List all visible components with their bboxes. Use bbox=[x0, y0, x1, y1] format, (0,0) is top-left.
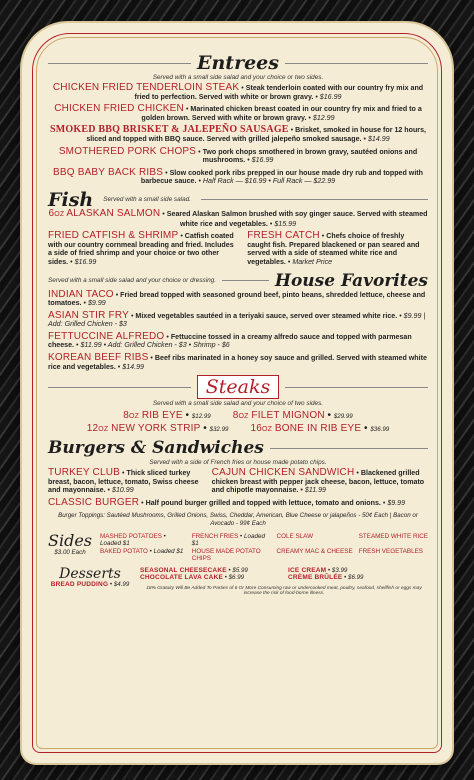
divider bbox=[201, 199, 428, 200]
burgers-columns bbox=[48, 469, 428, 499]
house-header bbox=[48, 271, 428, 291]
item-name: KOREAN BEEF RIBS bbox=[48, 352, 149, 364]
item-name: FRESH CATCH bbox=[247, 230, 320, 242]
menu-item: SMOKED BBQ BRISKET & JALEPEÑO SAUSAGE • Brisket, smoked in house for 12 hours, sliced and topped with BBQ sauce. Served with grilled jalepeño smoked sausage. • $14.99 bbox=[50, 124, 426, 143]
sides-section bbox=[48, 530, 428, 563]
steak-item: 8OZ RIB EYE • $12.99 bbox=[123, 410, 211, 422]
item-price: $12.99 bbox=[312, 113, 335, 122]
steak-name: NEW YORK STRIP bbox=[111, 423, 201, 435]
burgers-subtitle: Served with a side of French fries or house made potato chips. bbox=[149, 459, 327, 467]
steaks-header bbox=[48, 375, 428, 399]
sides-header bbox=[48, 530, 92, 556]
burger-addons: Burger Toppings: Sautéed Mushrooms, Grilled Onions, Swiss, Cheddar, American, Blue Cheese or jalapeños - 50¢ Each | Bacon or Avocado - 99¢ Each bbox=[58, 511, 418, 528]
menu-item: CHICKEN FRIED TENDERLOIN STEAK • Steak tenderloin coated with our country fry mix and fried to perfection. Served with white or brown gravy. • $16.99 bbox=[52, 82, 424, 101]
item-desc: Marinated chicken breast coated in our country fry mix and fried to a golden brown. Served with white or brown gravy. bbox=[141, 105, 422, 122]
dessert-name: BREAD PUDDING bbox=[50, 580, 109, 588]
side-item bbox=[359, 548, 428, 563]
side-item: FRENCH FRIES • Loaded $1 bbox=[191, 532, 266, 548]
menu-item: ASIAN STIR FRY • Mixed vegetables sautéed in a teriyaki sauce, served over steamed white rice. • $9.99 | Add: Grilled Chicken - $3 bbox=[48, 309, 426, 329]
fish-header bbox=[48, 190, 428, 210]
side-name: HOUSE MADE POTATO CHIPS bbox=[191, 547, 261, 563]
item-desc: Steak tenderloin coated with our country fry mix and fried to perfection. Served with white or brown gravy. bbox=[134, 84, 424, 101]
item-price: $14.99 bbox=[367, 134, 390, 143]
item-desc: Beef ribs marinated in a honey soy sauce and grilled. Served with steamed white rice and vegetables. bbox=[48, 354, 427, 371]
item-desc: Fettuccine tossed in a creamy alfredo sauce and topped with parmesan cheese. bbox=[48, 332, 412, 350]
steak-oz: 8 bbox=[232, 410, 239, 422]
steak-name: RIB EYE bbox=[141, 410, 183, 422]
item-desc: Chefs choice of freshly caught fish. Prepared blackened or pan seared and served with a side of steamed white rice and vegetables. bbox=[247, 232, 420, 266]
fish-columns bbox=[48, 232, 428, 270]
house-title: House Favorites bbox=[274, 270, 428, 291]
sides-grid bbox=[100, 533, 428, 563]
menu-item: CLASSIC BURGER • Half pound burger grilled and topped with lettuce, tomato and onions. • $9.99 bbox=[48, 497, 406, 509]
item-name: SMOTHERED PORK CHOPS bbox=[58, 145, 197, 157]
menu-item: INDIAN TACO • Fried bread topped with seasoned ground beef, pinto beans, shredded lettuce, cheese and tomatoes. • $9.99 bbox=[48, 288, 426, 308]
item-desc: Slow cooked pork ribs prepped in our house made dry rub and topped with barbecue sauce. bbox=[140, 168, 423, 186]
item-price: $11.99 • Add: Grilled Chicken - $3 • Shrimp - $6 bbox=[80, 341, 230, 350]
burgers-section bbox=[48, 438, 428, 529]
side-name: CREAMY MAC & CHEESE bbox=[276, 547, 353, 555]
side-note: Loaded $1 bbox=[191, 532, 266, 548]
item-desc: Two pork chops smothered in brown gravy, sautéed onions and mushrooms. bbox=[202, 147, 418, 165]
fish-subtitle: Served with a small side salad. bbox=[103, 196, 191, 204]
sides-price: $3.00 Each bbox=[54, 548, 86, 556]
item-name: BBQ BABY BACK RIBS bbox=[53, 166, 164, 178]
side-name: MASHED POTATOES bbox=[100, 532, 162, 540]
fish-section bbox=[48, 190, 428, 271]
item-price: Half Rack — $16.99 • Full Rack — $22.99 bbox=[202, 177, 336, 186]
steak-item: 8OZ FILET MIGNON • $29.99 bbox=[232, 410, 353, 422]
item-price: Market Price bbox=[292, 257, 333, 266]
side-item bbox=[277, 533, 353, 548]
item-price: $16.99 bbox=[74, 257, 97, 266]
divider bbox=[222, 280, 269, 281]
menu-item: CAJUN CHICKEN SANDWICH • Blackened grilled chicken breast with pepper jack cheese, bacon, lettuce, tomato and chipotle mayonnaise. • $11.99 bbox=[211, 467, 425, 495]
desserts-right bbox=[140, 567, 428, 602]
dessert-price: $5.99 bbox=[232, 566, 248, 574]
entrees-header bbox=[48, 53, 428, 73]
item-name: CLASSIC BURGER bbox=[48, 497, 140, 509]
item-oz-label: OZ bbox=[54, 210, 65, 218]
item-desc: Half pound burger grilled and topped with lettuce, tomato and onions. bbox=[145, 499, 381, 508]
fish-title: Fish bbox=[48, 188, 94, 211]
steak-name: BONE IN RIB EYE bbox=[274, 423, 362, 435]
side-name: FRENCH FRIES bbox=[191, 532, 239, 540]
steak-row bbox=[48, 423, 428, 434]
item-name: TURKEY CLUB bbox=[48, 467, 121, 479]
steaks-subtitle: Served with a small side salad and your choice of two sides. bbox=[152, 400, 324, 408]
item-price: $9.99 bbox=[387, 499, 406, 508]
menu-item: FETTUCCINE ALFREDO • Fettuccine tossed in a creamy alfredo sauce and topped with parmesan cheese. • $11.99 • Add: Grilled Chicken - $3 • Shrimp - $6 bbox=[48, 330, 412, 350]
item-price: $11.99 bbox=[304, 486, 326, 495]
item-price: $16.99 bbox=[251, 156, 274, 165]
item-name: FRIED CATFISH & SHRIMP bbox=[48, 230, 179, 242]
item-desc: Catfish coated with our country cornmeal breading and fried. Includes a side of fried shrimp and your choice or two other sides. bbox=[48, 232, 234, 266]
steak-price: $32.99 bbox=[209, 426, 229, 434]
burgers-header bbox=[48, 438, 428, 458]
item-price: $9.99 bbox=[87, 299, 106, 308]
side-note: Loaded $1 bbox=[100, 540, 130, 548]
dessert-item: BREAD PUDDING • $4.99 bbox=[50, 580, 130, 588]
desserts-left bbox=[48, 567, 132, 588]
house-subtitle: Served with a small side salad and your choice or dressing. bbox=[48, 277, 217, 284]
entrees-title: Entrees bbox=[197, 52, 279, 74]
menu-item: KOREAN BEEF RIBS • Beef ribs marinated in a honey soy sauce and grilled. Served with steamed white rice and vegetables. • $14.99 bbox=[48, 352, 427, 371]
menu-item: 6OZ ALASKAN SALMON • Seared Alaskan Salmon brushed with soy ginger sauce. Served with steamed white rice and vegetables. • $15.99 bbox=[48, 207, 428, 228]
steak-price: $12.99 bbox=[191, 413, 211, 421]
dessert-price: $6.99 bbox=[228, 573, 245, 581]
divider bbox=[48, 63, 191, 64]
item-price: $10.99 bbox=[112, 486, 134, 495]
menu-item: SMOTHERED PORK CHOPS • Two pork chops smothered in brown gravy, sautéed onions and mushrooms. • $16.99 bbox=[58, 145, 418, 165]
item-price: $16.99 bbox=[319, 92, 342, 101]
divider bbox=[285, 387, 428, 388]
side-item bbox=[359, 533, 428, 548]
item-name: FETTUCCINE ALFREDO bbox=[48, 330, 165, 342]
house-section bbox=[48, 271, 428, 372]
item-price: $14.99 bbox=[122, 362, 144, 371]
dessert-item: ICE CREAM • $3.99 bbox=[288, 566, 348, 574]
burgers-title: Burgers & Sandwiches bbox=[48, 438, 264, 459]
side-item: MASHED POTATOES • Loaded $1 bbox=[100, 532, 166, 548]
divider bbox=[285, 63, 428, 64]
dessert-price: $3.99 bbox=[331, 566, 348, 574]
side-name: BAKED POTATO bbox=[100, 547, 148, 555]
steak-oz: 8 bbox=[123, 410, 129, 422]
item-name: CHICKEN FRIED TENDERLOIN STEAK bbox=[52, 82, 240, 93]
item-desc: Fried bread topped with seasoned ground beef, pinto beans, shredded lettuce, cheese and tomatoes. bbox=[48, 290, 426, 308]
steak-price: $29.99 bbox=[333, 413, 353, 421]
menu-item: CHICKEN FRIED CHICKEN • Marinated chicken breast coated in our country fry mix and fried to a golden brown. Served with white or brown gravy. • $12.99 bbox=[54, 103, 422, 122]
side-item: BAKED POTATO • Loaded $1 bbox=[100, 547, 184, 555]
dessert-item: SEASONAL CHEESECAKE • $5.99 bbox=[140, 566, 248, 574]
steaks-title: Steaks bbox=[197, 375, 280, 399]
menu-item: BBQ BABY BACK RIBS • Slow cooked pork ribs prepped in our house made dry rub and topped with barbecue sauce. • Half Rack — $16.99 • Full Rack — $22.99 bbox=[53, 166, 423, 186]
gratuity-note: 18% Gratuity Will Be Added To Parties of 6 Or More Consuming raw or undercooked meat, poultry, seafood, shellfish or eggs may increase the risk of food-borne illness. bbox=[146, 585, 422, 597]
dessert-item: CRÈME BRÛLÉE • $6.99 bbox=[288, 573, 364, 581]
item-desc: Seared Alaskan Salmon brushed with soy ginger sauce. Served with steamed white rice and vegetables. bbox=[166, 209, 428, 228]
desserts-grid bbox=[140, 567, 428, 581]
item-name: ALASKAN SALMON bbox=[66, 207, 161, 219]
side-note: Loaded $1 bbox=[153, 547, 184, 555]
item-price: $15.99 bbox=[274, 219, 297, 228]
side-name: FRESH VEGETABLES bbox=[358, 547, 423, 555]
side-item bbox=[192, 548, 271, 563]
item-desc: Blackened grilled chicken breast with pepper jack cheese, bacon, lettuce, tomato and chipotle mayonnaise. bbox=[211, 469, 425, 495]
entrees-section bbox=[48, 53, 428, 186]
steak-oz-label: OZ bbox=[98, 426, 109, 434]
sides-title: Sides bbox=[48, 530, 92, 550]
item-desc: Mixed vegetables sautéed in a teriyaki sauce, served over steamed white rice. bbox=[135, 311, 398, 320]
steak-oz: 12 bbox=[86, 423, 99, 435]
item-name: CAJUN CHICKEN SANDWICH bbox=[211, 467, 355, 479]
divider bbox=[270, 448, 428, 449]
item-name: INDIAN TACO bbox=[48, 288, 114, 300]
item-desc: Thick sliced turkey breast, bacon, lettuce, tomato, Swiss cheese and mayonnaise. bbox=[48, 469, 199, 495]
divider bbox=[48, 387, 191, 388]
item-oz: 6 bbox=[48, 207, 55, 219]
item-name: SMOKED BBQ BRISKET & JALEPEÑO SAUSAGE bbox=[50, 124, 289, 136]
menu-card bbox=[22, 23, 452, 763]
menu-item: FRESH CATCH • Chefs choice of freshly caught fish. Prepared blackened or pan seared and served with a side of steamed white rice and vegetables. • Market Price bbox=[247, 230, 420, 266]
side-name: COLE SLAW bbox=[276, 532, 314, 540]
item-desc: Brisket, smoked in house for 12 hours, sliced and topped with BBQ sauce. Served with grilled jalepeño smoked sausage. bbox=[86, 126, 426, 143]
steak-oz-label: OZ bbox=[262, 426, 273, 434]
item-price: $9.99 | Add: Grilled Chicken - $3 bbox=[48, 311, 426, 329]
item-name: CHICKEN FRIED CHICKEN bbox=[54, 103, 184, 115]
steak-item: 12OZ NEW YORK STRIP • $32.99 bbox=[86, 423, 229, 435]
dessert-price: $4.99 bbox=[113, 580, 130, 588]
steak-oz-label: OZ bbox=[238, 413, 249, 421]
steak-price: $36.99 bbox=[370, 426, 390, 434]
dessert-name: CHOCOLATE LAVA CAKE bbox=[140, 573, 223, 581]
steak-oz: 16 bbox=[250, 423, 262, 435]
dessert-item: CHOCOLATE LAVA CAKE • $6.99 bbox=[140, 573, 245, 581]
steaks-section bbox=[48, 375, 428, 434]
side-name: STEAMED WHITE RICE bbox=[358, 532, 428, 540]
steak-name: FILET MIGNON bbox=[251, 410, 325, 422]
menu-content bbox=[48, 53, 428, 602]
dessert-price: $6.99 bbox=[348, 573, 364, 581]
dessert-name: ICE CREAM bbox=[288, 566, 327, 574]
menu-item: FRIED CATFISH & SHRIMP • Catfish coated with our country cornmeal breading and fried. Includes a side of fried shrimp and your choice or two other sides. • $16.99 bbox=[48, 230, 234, 266]
entrees-subtitle: Served with a small side salad and your choice or two sides. bbox=[152, 74, 324, 81]
steak-oz-label: OZ bbox=[128, 413, 140, 421]
desserts-title: Desserts bbox=[59, 565, 121, 582]
item-name: ASIAN STIR FRY bbox=[48, 309, 129, 321]
side-item bbox=[277, 548, 353, 563]
dessert-name: CRÈME BRÛLÉE bbox=[288, 573, 343, 581]
steak-row bbox=[48, 410, 428, 421]
steak-item: 16OZ BONE IN RIB EYE • $36.99 bbox=[250, 423, 390, 435]
menu-item: TURKEY CLUB • Thick sliced turkey breast, bacon, lettuce, tomato, Swiss cheese and mayonnaise. • $10.99 bbox=[48, 467, 199, 495]
desserts-section bbox=[48, 567, 428, 602]
dessert-name: SEASONAL CHEESECAKE bbox=[140, 566, 227, 574]
